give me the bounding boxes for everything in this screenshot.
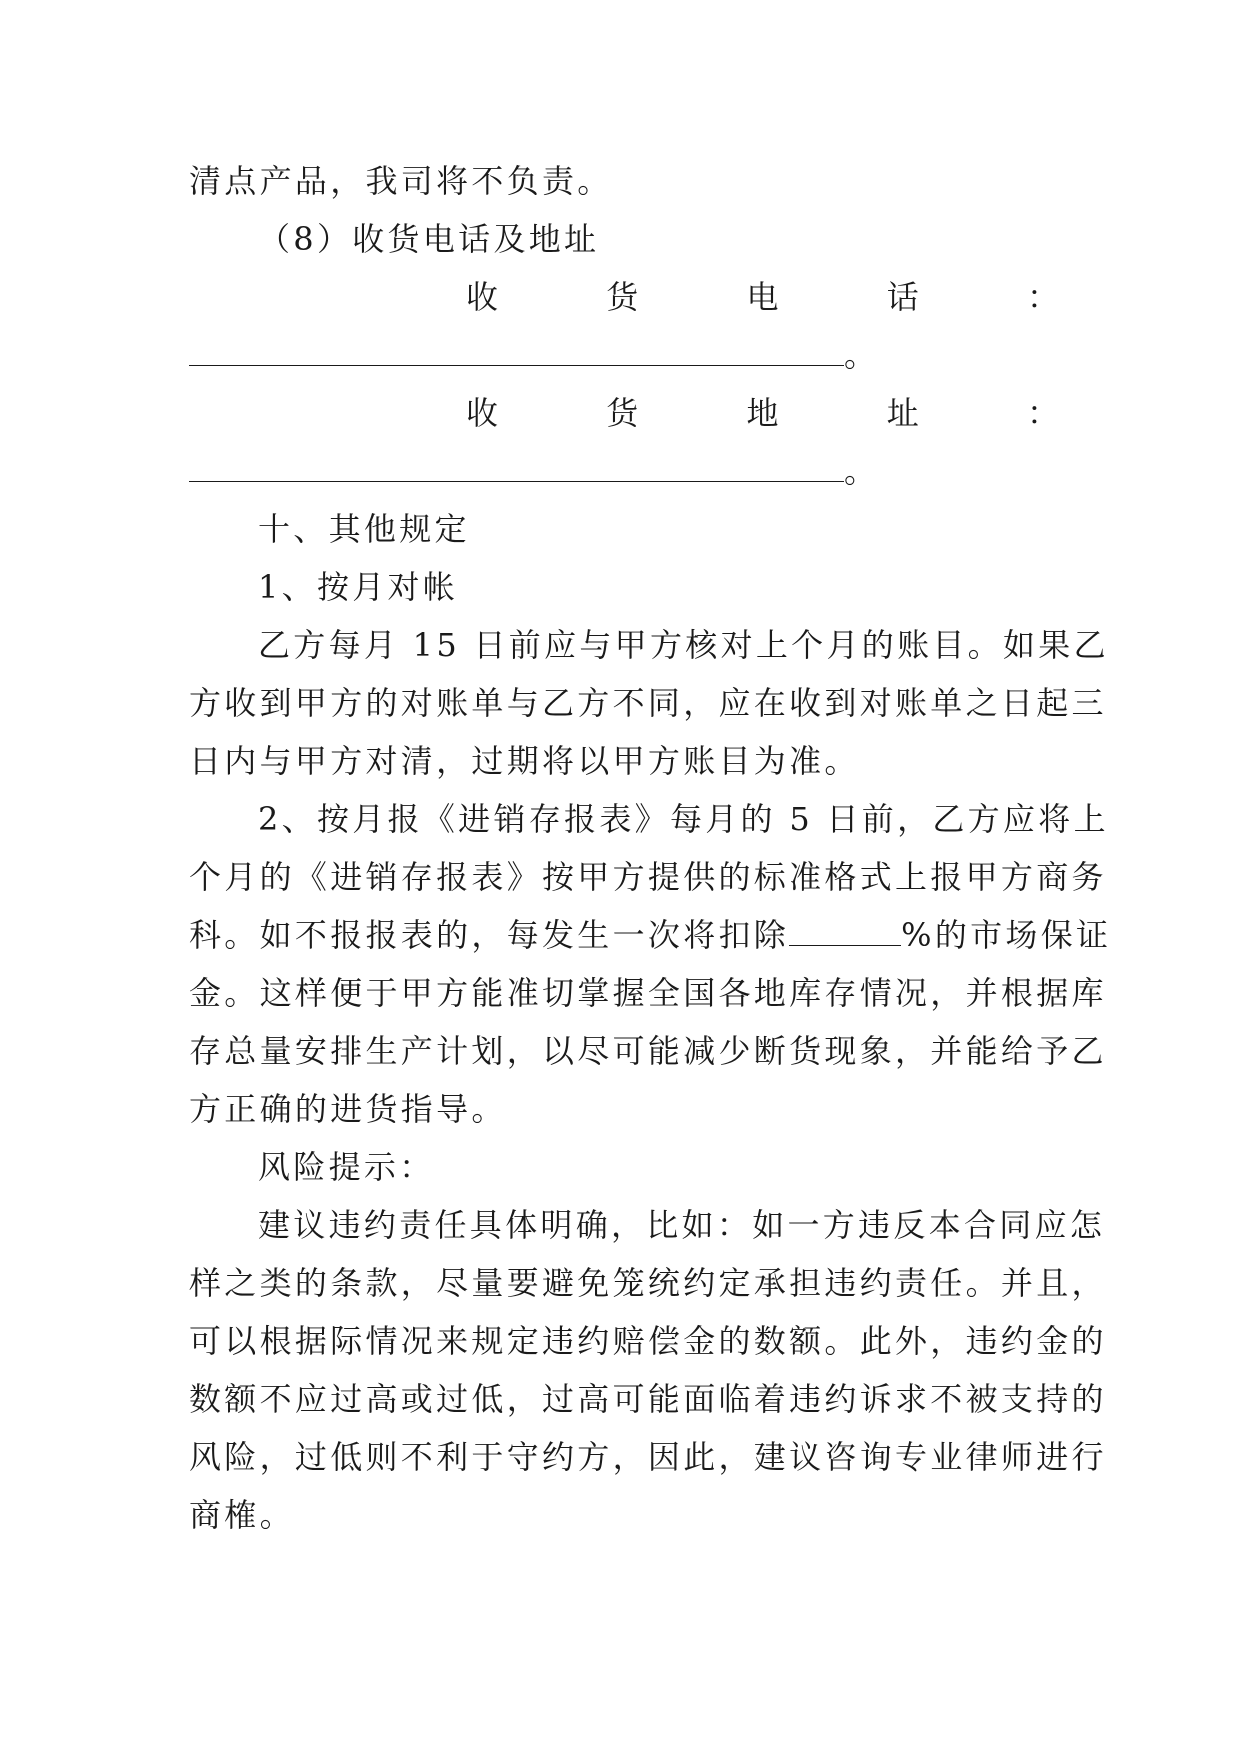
- text-line: 商榷。: [189, 1496, 295, 1534]
- text-line: 方正确的进货指导。: [189, 1090, 507, 1128]
- label-char: 货: [606, 278, 639, 316]
- label-char: 货: [606, 394, 639, 432]
- label-char: ：: [1026, 278, 1059, 316]
- label-char: 收: [466, 278, 499, 316]
- line-end: 。: [844, 336, 880, 374]
- text-line: 数额不应过高或过低，过高可能面临着违约诉求不被支持的: [189, 1380, 1107, 1418]
- phone-blank-line: [189, 326, 1059, 384]
- label-char: ：: [1026, 394, 1059, 432]
- phone-label: [466, 268, 1059, 326]
- label-char: 话: [886, 278, 919, 316]
- text-segment: 科。如不报报表的，每发生一次将扣除: [189, 916, 790, 954]
- section-item-8: （8）收货电话及地址: [258, 220, 600, 258]
- text-line: 乙方每月 15 日前应与甲方核对上个月的账目。如果乙: [258, 626, 1109, 664]
- phone-blank: [189, 331, 844, 366]
- text-line: 建议违约责任具体明确，比如：如一方违反本合同应怎: [258, 1206, 1106, 1244]
- label-char: 地: [746, 394, 779, 432]
- address-label: [466, 384, 1059, 442]
- address-blank: [189, 447, 844, 482]
- percent-blank: [789, 911, 901, 946]
- text-line: 日内与甲方对清，过期将以甲方账目为准。: [189, 742, 860, 780]
- subsection-heading: 1、按月对帐: [258, 568, 459, 606]
- text-line: 可以根据际情况来规定违约赔偿金的数额。此外，违约金的: [189, 1322, 1107, 1360]
- text-line: 清点产品，我司将不负责。: [189, 162, 613, 200]
- text-line: 2、按月报《进销存报表》每月的 5 日前，乙方应将上: [258, 800, 1109, 838]
- label-char: 收: [466, 394, 499, 432]
- label-char: 电: [746, 278, 779, 316]
- text-segment: %的市场保证: [901, 916, 1112, 954]
- text-line: 风险，过低则不利于守约方，因此，建议咨询专业律师进行: [189, 1438, 1107, 1476]
- section-heading: 十、其他规定: [258, 510, 470, 548]
- label-char: 址: [886, 394, 919, 432]
- text-line: 金。这样便于甲方能准切掌握全国各地库存情况，并根据库: [189, 974, 1107, 1012]
- address-blank-line: [189, 442, 1059, 500]
- text-line: 存总量安排生产计划，以尽可能减少断货现象，并能给予乙: [189, 1032, 1107, 1070]
- text-line-with-blank: [189, 906, 1112, 964]
- line-end: 。: [844, 452, 880, 490]
- text-line: 方收到甲方的对账单与乙方不同，应在收到对账单之日起三: [189, 684, 1107, 722]
- risk-heading: 风险提示：: [258, 1148, 435, 1186]
- text-line: 样之类的条款，尽量要避免笼统约定承担违约责任。并且，: [189, 1264, 1107, 1302]
- text-line: 个月的《进销存报表》按甲方提供的标准格式上报甲方商务: [189, 858, 1107, 896]
